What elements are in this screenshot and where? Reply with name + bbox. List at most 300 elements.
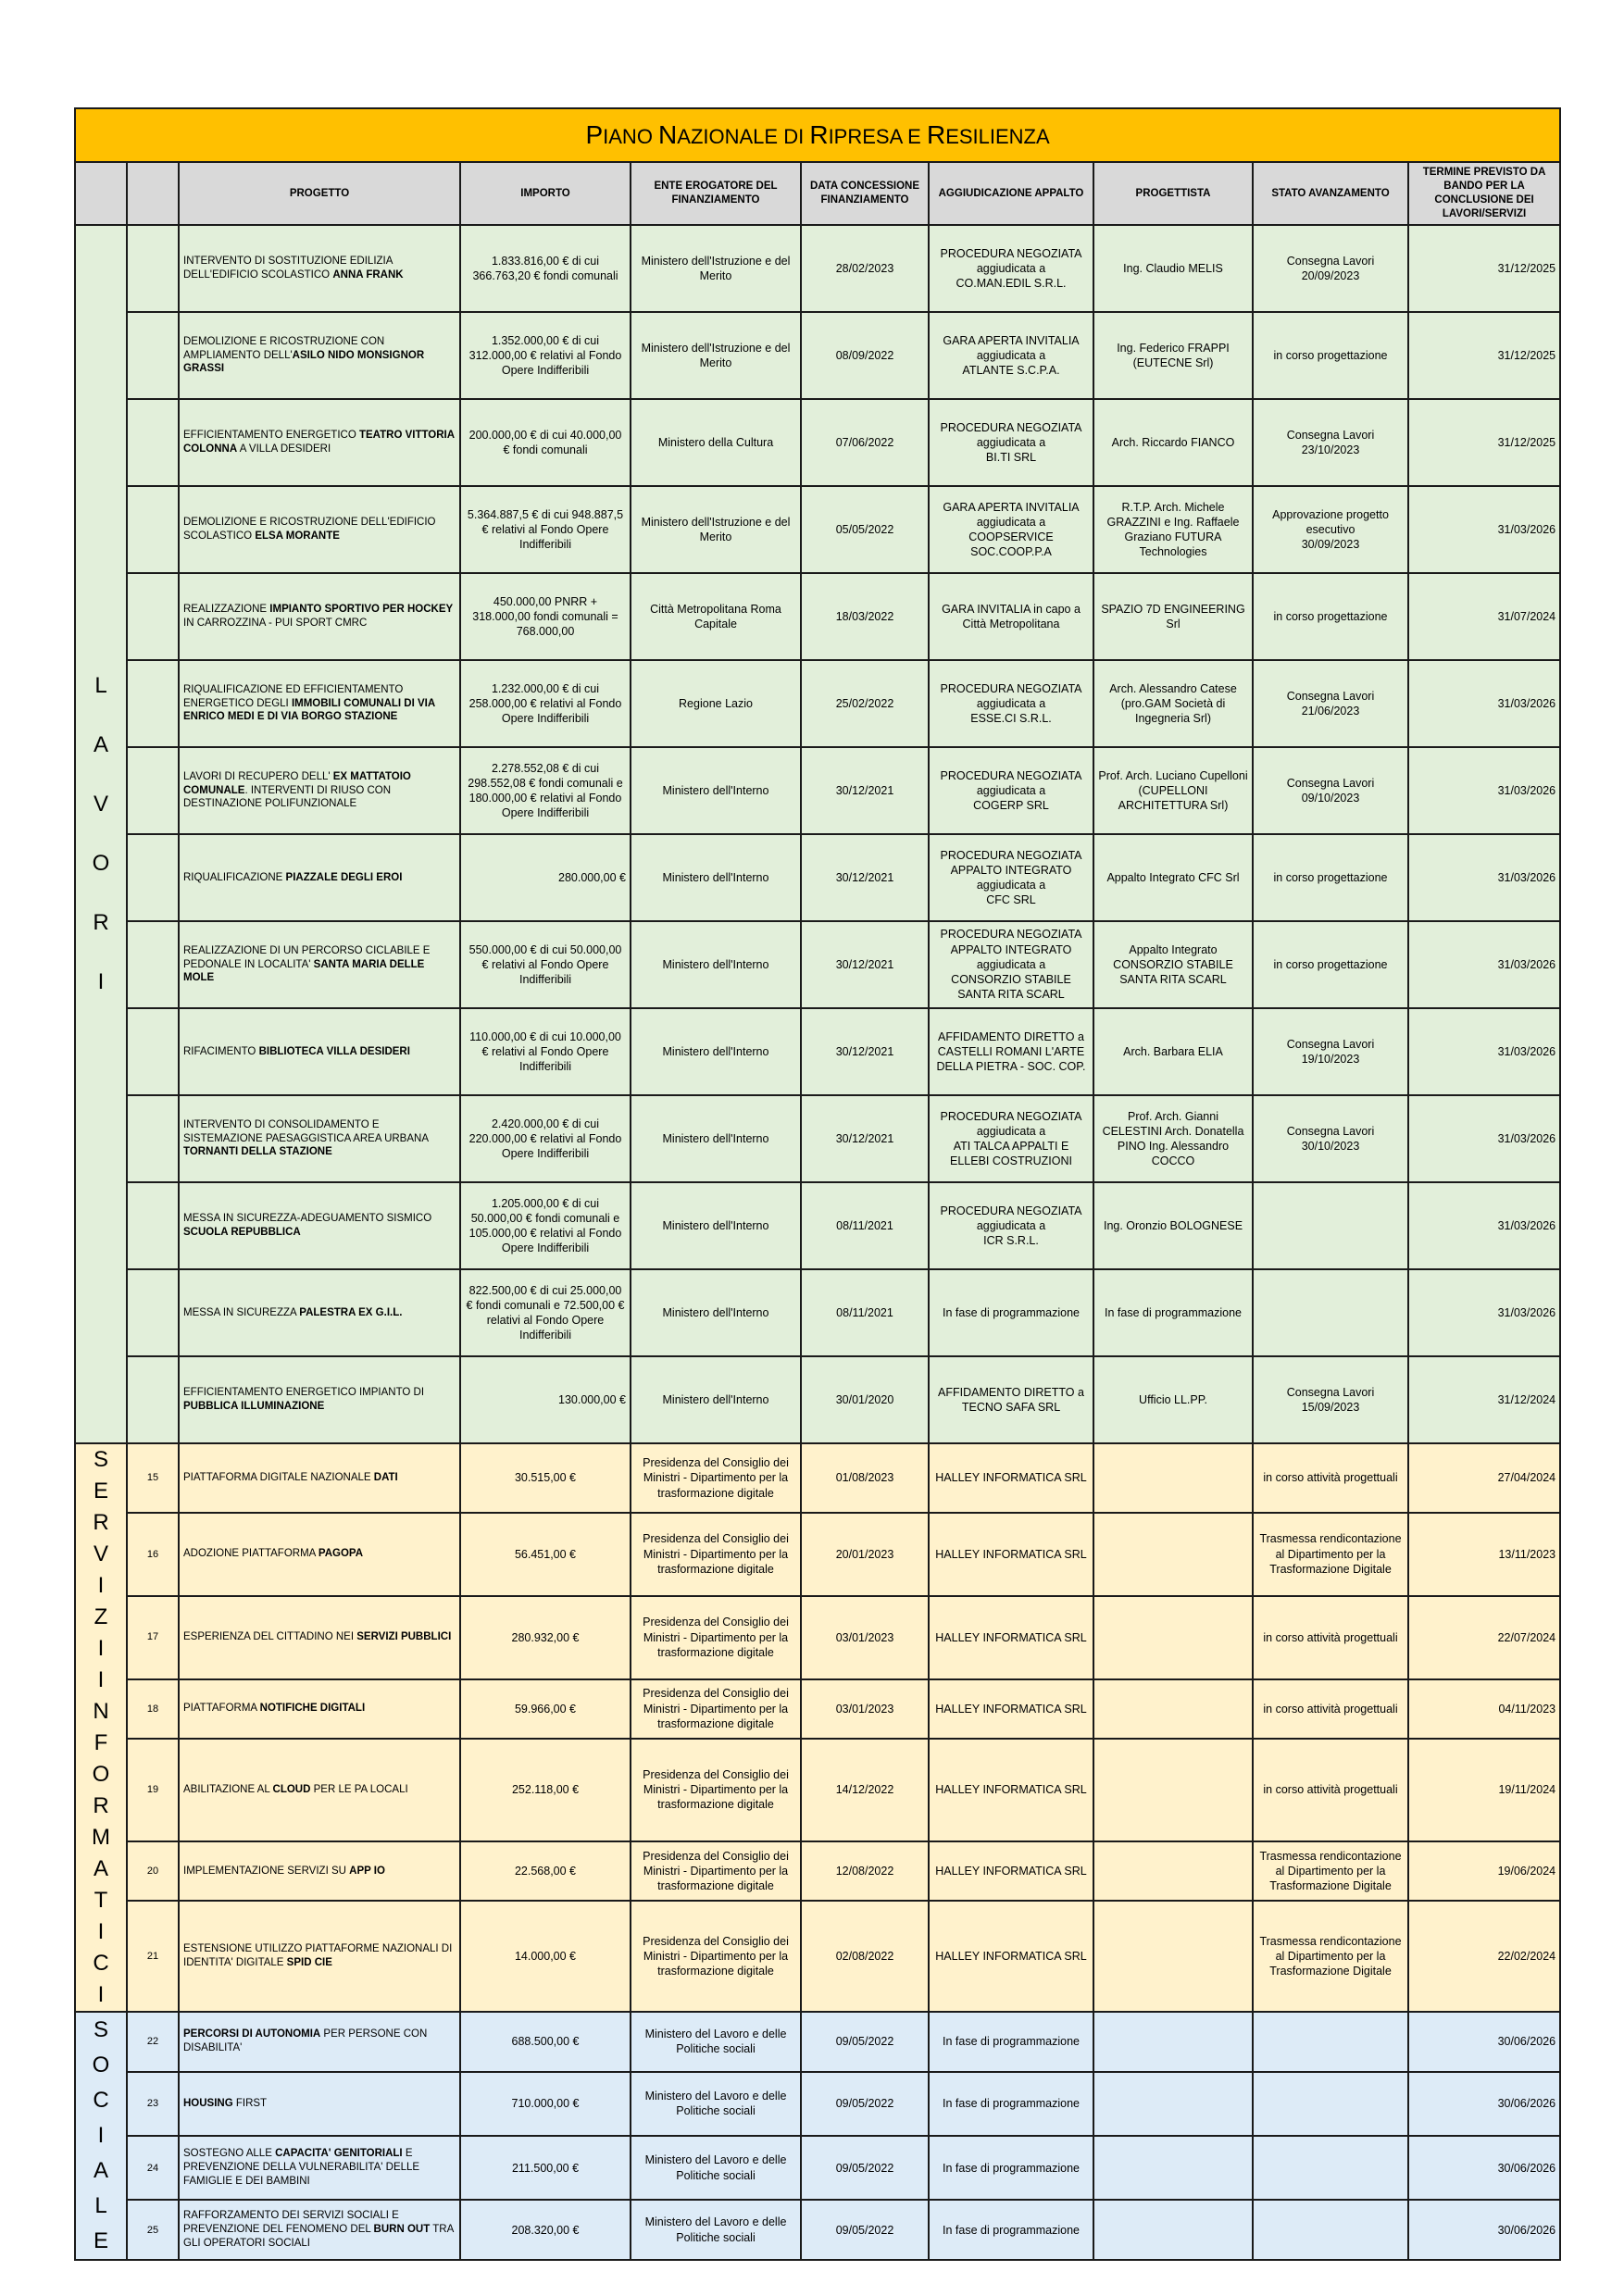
row-number <box>127 660 179 747</box>
row-importo: 252.118,00 € <box>460 1739 631 1841</box>
table-row <box>75 660 1560 747</box>
row-data: 05/05/2022 <box>801 486 929 573</box>
row-data: 08/11/2021 <box>801 1269 929 1356</box>
row-importo: 1.352.000,00 € di cui 312.000,00 € relativi al Fondo Opere Indifferibili <box>460 312 631 399</box>
row-ente: Ministero dell'Interno <box>631 1269 801 1356</box>
row-progettista: Ufficio LL.PP. <box>1093 1356 1253 1443</box>
row-aggiudicazione: PROCEDURA NEGOZIATA aggiudicata a ATI TALCA APPALTI E ELLEBI COSTRUZIONI <box>929 1095 1093 1182</box>
row-importo: 130.000,00 € <box>460 1356 631 1443</box>
row-progettista: Appalto Integrato CFC Srl <box>1093 834 1253 921</box>
progetto-text: PIATTAFORMA <box>183 1703 260 1715</box>
row-number <box>127 921 179 1008</box>
row-progettista: In fase di programmazione <box>1093 1269 1253 1356</box>
row-stato: Consegna Lavori 19/10/2023 <box>1253 1008 1408 1095</box>
row-progettista: R.T.P. Arch. Michele GRAZZINI e Ing. Raffaele Graziano FUTURA Technologies <box>1093 486 1253 573</box>
row-aggiudicazione: PROCEDURA NEGOZIATA APPALTO INTEGRATO aggiudicata a CFC SRL <box>929 834 1093 921</box>
progetto-text-tail: IN CARROZZINA - PUI SPORT CMRC <box>183 618 368 629</box>
row-progetto <box>179 1008 460 1095</box>
progetto-highlight: PALESTRA EX G.I.L. <box>299 1306 403 1318</box>
progetto-text: RIQUALIFICAZIONE ED EFFICIENTAMENTO ENERGETICO DEGLI <box>183 683 404 709</box>
row-number: 20 <box>127 1841 179 1901</box>
row-aggiudicazione: In fase di programmazione <box>929 1269 1093 1356</box>
header-number <box>127 162 179 225</box>
table-row <box>75 2072 1560 2136</box>
row-stato: in corso attività progettuali <box>1253 1739 1408 1841</box>
row-aggiudicazione: PROCEDURA NEGOZIATA aggiudicata a ESSE.CI S.R.L. <box>929 660 1093 747</box>
page-title: PIANO NAZIONALE DI RIPRESA E RESILIENZA <box>75 108 1560 162</box>
row-number: 22 <box>127 2012 179 2072</box>
progetto-highlight: TORNANTI DELLA STAZIONE <box>183 1146 332 1158</box>
table-row <box>75 1095 1560 1182</box>
row-termine: 31/07/2024 <box>1408 573 1560 660</box>
progetto-text: RIQUALIFICAZIONE <box>183 871 286 883</box>
table-row <box>75 2200 1560 2260</box>
row-termine: 31/03/2026 <box>1408 1095 1560 1182</box>
row-termine: 19/06/2024 <box>1408 1841 1560 1901</box>
row-ente: Città Metropolitana Roma Capitale <box>631 573 801 660</box>
row-termine: 22/02/2024 <box>1408 1901 1560 2012</box>
table-row <box>75 834 1560 921</box>
row-aggiudicazione: HALLEY INFORMATICA SRL <box>929 1841 1093 1901</box>
progetto-text: IMPLEMENTAZIONE SERVIZI SU <box>183 1865 350 1877</box>
row-number <box>127 1095 179 1182</box>
row-importo: 59.966,00 € <box>460 1679 631 1739</box>
row-aggiudicazione: HALLEY INFORMATICA SRL <box>929 1596 1093 1679</box>
progetto-text: PIATTAFORMA DIGITALE NAZIONALE <box>183 1471 374 1483</box>
row-termine: 31/12/2025 <box>1408 312 1560 399</box>
row-stato: in corso attività progettuali <box>1253 1443 1408 1513</box>
row-stato <box>1253 2072 1408 2136</box>
row-number: 25 <box>127 2200 179 2260</box>
row-progetto <box>179 573 460 660</box>
header-data: DATA CONCESSIONE FINANZIAMENTO <box>801 162 929 225</box>
row-aggiudicazione: GARA APERTA INVITALIA aggiudicata a COOPSERVICE SOC.COOP.P.A <box>929 486 1093 573</box>
row-ente: Presidenza del Consiglio dei Ministri - Dipartimento per la trasformazione digitale <box>631 1739 801 1841</box>
row-ente: Ministero dell'Interno <box>631 834 801 921</box>
row-importo: 710.000,00 € <box>460 2072 631 2136</box>
section-sociale-text: S O C I A L E <box>92 2017 110 2253</box>
progetto-highlight: IMPIANTO SPORTIVO PER HOCKEY <box>269 604 454 616</box>
row-progetto <box>179 1841 460 1901</box>
table-row <box>75 1739 1560 1841</box>
progetto-text: DEMOLIZIONE E RICOSTRUZIONE CON AMPLIAMENTO DELL' <box>183 335 385 361</box>
row-termine: 13/11/2023 <box>1408 1513 1560 1596</box>
progetto-highlight: ELSA MORANTE <box>255 530 340 542</box>
table-row <box>75 2012 1560 2072</box>
progetto-highlight: SERVIZI PUBBLICI <box>356 1631 452 1643</box>
row-ente: Ministero dell'Istruzione e del Merito <box>631 312 801 399</box>
row-stato: Consegna Lavori 15/09/2023 <box>1253 1356 1408 1443</box>
row-data: 09/05/2022 <box>801 2136 929 2200</box>
row-progettista <box>1093 1443 1253 1513</box>
row-stato <box>1253 1269 1408 1356</box>
row-number <box>127 573 179 660</box>
row-stato: in corso progettazione <box>1253 573 1408 660</box>
row-progettista: Arch. Alessandro Catese (pro.GAM Società di Ingegneria Srl) <box>1093 660 1253 747</box>
progetto-text: ESTENSIONE UTILIZZO PIATTAFORME NAZIONALI DI IDENTITA' DIGITALE <box>183 1943 453 1969</box>
table-row <box>75 1182 1560 1269</box>
row-aggiudicazione: HALLEY INFORMATICA SRL <box>929 1513 1093 1596</box>
table-row <box>75 1269 1560 1356</box>
progetto-highlight: ANNA FRANK <box>332 269 404 281</box>
row-ente: Ministero dell'Interno <box>631 921 801 1008</box>
row-progetto <box>179 312 460 399</box>
row-progettista <box>1093 1513 1253 1596</box>
row-stato: Approvazione progetto esecutivo 30/09/2023 <box>1253 486 1408 573</box>
progetto-text-tail: A VILLA DESIDERI <box>237 443 331 455</box>
row-data: 03/01/2023 <box>801 1679 929 1739</box>
row-importo: 280.000,00 € <box>460 834 631 921</box>
row-data: 28/02/2023 <box>801 225 929 312</box>
row-ente: Ministero del Lavoro e delle Politiche sociali <box>631 2012 801 2072</box>
row-number: 21 <box>127 1901 179 2012</box>
row-importo: 1.232.000,00 € di cui 258.000,00 € relativi al Fondo Opere Indifferibili <box>460 660 631 747</box>
progetto-highlight: PIAZZALE DEGLI EROI <box>285 871 403 883</box>
row-aggiudicazione: In fase di programmazione <box>929 2012 1093 2072</box>
row-progetto <box>179 1095 460 1182</box>
progetto-highlight: NOTIFICHE DIGITALI <box>259 1703 366 1715</box>
table-row <box>75 1841 1560 1901</box>
header-importo: IMPORTO <box>460 162 631 225</box>
row-termine: 31/12/2024 <box>1408 1356 1560 1443</box>
row-importo: 211.500,00 € <box>460 2136 631 2200</box>
row-stato: Trasmessa rendicontazione al Dipartimento per la Trasformazione Digitale <box>1253 1513 1408 1596</box>
row-stato <box>1253 2200 1408 2260</box>
row-ente: Ministero dell'Interno <box>631 1095 801 1182</box>
row-importo: 1.205.000,00 € di cui 50.000,00 € fondi comunali e 105.000,00 € relativi al Fondo Opere Indifferibili <box>460 1182 631 1269</box>
row-aggiudicazione: PROCEDURA NEGOZIATA aggiudicata a BI.TI SRL <box>929 399 1093 486</box>
table-row <box>75 573 1560 660</box>
progetto-highlight: PERCORSI DI AUTONOMIA <box>183 2028 321 2040</box>
row-progettista: Ing. Oronzio BOLOGNESE <box>1093 1182 1253 1269</box>
progetto-text-tail: TRA GLI OPERATORI SOCIALI <box>183 2224 454 2250</box>
row-progettista <box>1093 1596 1253 1679</box>
progetto-highlight: SANTA MARIA DELLE MOLE <box>183 958 425 984</box>
row-data: 14/12/2022 <box>801 1739 929 1841</box>
table-row <box>75 225 1560 312</box>
row-stato: in corso attività progettuali <box>1253 1679 1408 1739</box>
header-ente: ENTE EROGATORE DEL FINANZIAMENTO <box>631 162 801 225</box>
row-aggiudicazione: AFFIDAMENTO DIRETTO a CASTELLI ROMANI L'ARTE DELLA PIETRA - SOC. COP. <box>929 1008 1093 1095</box>
row-number: 19 <box>127 1739 179 1841</box>
row-data: 30/12/2021 <box>801 834 929 921</box>
progetto-highlight: HOUSING <box>183 2097 233 2109</box>
table-row <box>75 921 1560 1008</box>
row-stato: Trasmessa rendicontazione al Dipartimento per la Trasformazione Digitale <box>1253 1901 1408 2012</box>
row-ente: Ministero della Cultura <box>631 399 801 486</box>
row-stato: Consegna Lavori 23/10/2023 <box>1253 399 1408 486</box>
header-progettista: PROGETTISTA <box>1093 162 1253 225</box>
row-importo: 280.932,00 € <box>460 1596 631 1679</box>
progetto-text: REALIZZAZIONE <box>183 604 270 616</box>
row-data: 08/09/2022 <box>801 312 929 399</box>
row-termine: 31/03/2026 <box>1408 1269 1560 1356</box>
row-data: 09/05/2022 <box>801 2072 929 2136</box>
row-progetto <box>179 1443 460 1513</box>
progetto-text: LAVORI DI RECUPERO DELL' <box>183 770 333 782</box>
row-aggiudicazione: AFFIDAMENTO DIRETTO a TECNO SAFA SRL <box>929 1356 1093 1443</box>
progetto-highlight: APP IO <box>349 1865 385 1877</box>
row-progetto <box>179 2200 460 2260</box>
row-termine: 30/06/2026 <box>1408 2012 1560 2072</box>
row-importo: 56.451,00 € <box>460 1513 631 1596</box>
row-ente: Ministero dell'Istruzione e del Merito <box>631 225 801 312</box>
row-termine: 30/06/2026 <box>1408 2200 1560 2260</box>
row-number: 24 <box>127 2136 179 2200</box>
progetto-text-tail: E PREVENZIONE DELLA VULNERABILITA' DELLE FAMIGLIE E DEI BAMBINI <box>183 2148 420 2188</box>
row-importo: 14.000,00 € <box>460 1901 631 2012</box>
row-progettista: Ing. Federico FRAPPI (EUTECNE Srl) <box>1093 312 1253 399</box>
progetto-highlight: BURN OUT <box>373 2224 431 2236</box>
row-progetto <box>179 1596 460 1679</box>
row-progettista: Prof. Arch. Luciano Cupelloni (CUPELLONI ARCHITETTURA Srl) <box>1093 747 1253 834</box>
row-data: 03/01/2023 <box>801 1596 929 1679</box>
section-lavori-text: L A V O R I <box>92 673 110 994</box>
row-progettista: Appalto Integrato CONSORZIO STABILE SANTA RITA SCARL <box>1093 921 1253 1008</box>
row-importo: 110.000,00 € di cui 10.000,00 € relativi al Fondo Opere Indifferibili <box>460 1008 631 1095</box>
progetto-highlight: CLOUD <box>272 1783 311 1795</box>
progetto-highlight: EX MATTATOIO COMUNALE <box>183 770 411 796</box>
row-number: 15 <box>127 1443 179 1513</box>
row-ente: Presidenza del Consiglio dei Ministri - Dipartimento per la trasformazione digitale <box>631 1679 801 1739</box>
row-progettista <box>1093 1739 1253 1841</box>
row-stato: Consegna Lavori 21/06/2023 <box>1253 660 1408 747</box>
row-stato: Consegna Lavori 09/10/2023 <box>1253 747 1408 834</box>
row-aggiudicazione: GARA INVITALIA in capo a Città Metropolitana <box>929 573 1093 660</box>
row-progetto <box>179 747 460 834</box>
row-importo: 30.515,00 € <box>460 1443 631 1513</box>
row-progetto <box>179 1182 460 1269</box>
row-stato: in corso progettazione <box>1253 921 1408 1008</box>
row-termine: 19/11/2024 <box>1408 1739 1560 1841</box>
row-stato: in corso progettazione <box>1253 312 1408 399</box>
row-progetto <box>179 834 460 921</box>
row-progettista <box>1093 1679 1253 1739</box>
row-progetto <box>179 660 460 747</box>
row-ente: Ministero dell'Interno <box>631 1008 801 1095</box>
table-row <box>75 399 1560 486</box>
row-progetto <box>179 2012 460 2072</box>
row-number <box>127 225 179 312</box>
row-progetto <box>179 921 460 1008</box>
progetto-text: REALIZZAZIONE DI UN PERCORSO CICLABILE E PEDONALE IN LOCALITA' <box>183 944 431 970</box>
row-termine: 31/03/2026 <box>1408 834 1560 921</box>
row-ente: Ministero dell'Interno <box>631 1356 801 1443</box>
section-lavori-label <box>75 225 127 1443</box>
pnrr-table <box>74 107 1561 2261</box>
row-termine: 22/07/2024 <box>1408 1596 1560 1679</box>
row-data: 07/06/2022 <box>801 399 929 486</box>
header-row <box>75 162 1560 225</box>
row-data: 30/12/2021 <box>801 921 929 1008</box>
table-row <box>75 312 1560 399</box>
header-stato: STATO AVANZAMENTO <box>1253 162 1408 225</box>
row-termine: 27/04/2024 <box>1408 1443 1560 1513</box>
row-ente: Presidenza del Consiglio dei Ministri - Dipartimento per la trasformazione digitale <box>631 1901 801 2012</box>
progetto-text: DEMOLIZIONE E RICOSTRUZIONE DELL'EDIFICIO SCOLASTICO <box>183 517 436 542</box>
row-stato: Consegna Lavori 30/10/2023 <box>1253 1095 1408 1182</box>
row-stato: Trasmessa rendicontazione al Dipartimento per la Trasformazione Digitale <box>1253 1841 1408 1901</box>
row-data: 30/12/2021 <box>801 747 929 834</box>
progetto-highlight: DATI <box>373 1471 398 1483</box>
row-progettista <box>1093 1901 1253 2012</box>
row-number <box>127 312 179 399</box>
row-progetto <box>179 1739 460 1841</box>
row-termine: 31/12/2025 <box>1408 225 1560 312</box>
progetto-text: MESSA IN SICUREZZA <box>183 1306 300 1318</box>
row-progettista: Arch. Riccardo FIANCO <box>1093 399 1253 486</box>
progetto-text-tail: FIRST <box>232 2097 268 2109</box>
row-stato: in corso progettazione <box>1253 834 1408 921</box>
row-aggiudicazione: In fase di programmazione <box>929 2072 1093 2136</box>
row-number: 23 <box>127 2072 179 2136</box>
row-progetto <box>179 1269 460 1356</box>
row-importo: 5.364.887,5 € di cui 948.887,5 € relativi al Fondo Opere Indifferibili <box>460 486 631 573</box>
row-stato: in corso attività progettuali <box>1253 1596 1408 1679</box>
row-ente: Ministero del Lavoro e delle Politiche sociali <box>631 2136 801 2200</box>
row-data: 18/03/2022 <box>801 573 929 660</box>
progetto-highlight: SCUOLA REPUBBLICA <box>183 1227 301 1238</box>
row-progetto <box>179 399 460 486</box>
table-row <box>75 2136 1560 2200</box>
progetto-text: ADOZIONE PIATTAFORMA <box>183 1548 319 1560</box>
progetto-highlight: BIBLIOTECA VILLA DESIDERI <box>258 1045 410 1057</box>
row-termine: 31/03/2026 <box>1408 660 1560 747</box>
row-data: 09/05/2022 <box>801 2012 929 2072</box>
table-row <box>75 1513 1560 1596</box>
row-termine: 04/11/2023 <box>1408 1679 1560 1739</box>
row-aggiudicazione: In fase di programmazione <box>929 2200 1093 2260</box>
row-ente: Ministero del Lavoro e delle Politiche sociali <box>631 2200 801 2260</box>
row-termine: 31/03/2026 <box>1408 1008 1560 1095</box>
row-importo: 208.320,00 € <box>460 2200 631 2260</box>
progetto-text: RIFACIMENTO <box>183 1045 259 1057</box>
progetto-text-tail: PER PERSONE CON DISABILITA' <box>183 2028 428 2054</box>
row-aggiudicazione: In fase di programmazione <box>929 2136 1093 2200</box>
row-progetto <box>179 1513 460 1596</box>
row-progettista <box>1093 1841 1253 1901</box>
row-number: 18 <box>127 1679 179 1739</box>
row-ente: Ministero dell'Interno <box>631 747 801 834</box>
row-ente: Presidenza del Consiglio dei Ministri - Dipartimento per la trasformazione digitale <box>631 1841 801 1901</box>
row-aggiudicazione: HALLEY INFORMATICA SRL <box>929 1443 1093 1513</box>
row-termine: 31/03/2026 <box>1408 747 1560 834</box>
row-stato <box>1253 2012 1408 2072</box>
progetto-highlight: PUBBLICA ILLUMINAZIONE <box>183 1401 325 1412</box>
row-aggiudicazione: HALLEY INFORMATICA SRL <box>929 1739 1093 1841</box>
row-termine: 31/03/2026 <box>1408 921 1560 1008</box>
row-data: 20/01/2023 <box>801 1513 929 1596</box>
table-row <box>75 1008 1560 1095</box>
row-progetto <box>179 225 460 312</box>
row-ente: Ministero dell'Istruzione e del Merito <box>631 486 801 573</box>
section-sociale-label <box>75 2012 127 2260</box>
table-row <box>75 747 1560 834</box>
row-importo: 200.000,00 € di cui 40.000,00 € fondi comunali <box>460 399 631 486</box>
row-importo: 22.568,00 € <box>460 1841 631 1901</box>
row-stato: Consegna Lavori 20/09/2023 <box>1253 225 1408 312</box>
row-number <box>127 834 179 921</box>
row-aggiudicazione: HALLEY INFORMATICA SRL <box>929 1901 1093 2012</box>
progetto-highlight: TEATRO VITTORIA COLONNA <box>183 430 455 455</box>
row-progettista <box>1093 2200 1253 2260</box>
row-number: 16 <box>127 1513 179 1596</box>
progetto-text: RAFFORZAMENTO DEI SERVIZI SOCIALI E PREVENZIONE DEL FENOMENO DEL <box>183 2210 399 2236</box>
row-importo: 1.833.816,00 € di cui 366.763,20 € fondi comunali <box>460 225 631 312</box>
row-number <box>127 747 179 834</box>
row-data: 25/02/2022 <box>801 660 929 747</box>
progetto-text: ESPERIENZA DEL CITTADINO NEI <box>183 1631 357 1643</box>
header-progetto: PROGETTO <box>179 162 460 225</box>
row-number <box>127 1356 179 1443</box>
row-aggiudicazione: PROCEDURA NEGOZIATA aggiudicata a ICR S.R.L. <box>929 1182 1093 1269</box>
row-progettista <box>1093 2012 1253 2072</box>
progetto-highlight: IMMOBILI COMUNALI DI VIA ENRICO MEDI E DI VIA BORGO STAZIONE <box>183 697 435 723</box>
header-termine: TERMINE PREVISTO DA BANDO PER LA CONCLUSIONE DEI LAVORI/SERVIZI <box>1408 162 1560 225</box>
progetto-text: ABILITAZIONE AL <box>183 1783 273 1795</box>
progetto-highlight: PAGOPA <box>318 1548 364 1560</box>
row-number <box>127 399 179 486</box>
row-termine: 31/12/2025 <box>1408 399 1560 486</box>
row-data: 09/05/2022 <box>801 2200 929 2260</box>
row-number <box>127 486 179 573</box>
row-number <box>127 1269 179 1356</box>
row-stato <box>1253 2136 1408 2200</box>
table-row <box>75 1679 1560 1739</box>
row-termine: 31/03/2026 <box>1408 1182 1560 1269</box>
table-row <box>75 1901 1560 2012</box>
row-number <box>127 1008 179 1095</box>
row-progetto <box>179 2072 460 2136</box>
row-aggiudicazione: HALLEY INFORMATICA SRL <box>929 1679 1093 1739</box>
row-termine: 31/03/2026 <box>1408 486 1560 573</box>
section-servizi-informatici-text: S E R V I Z I I N F O R M A T I C I <box>92 1447 110 2007</box>
row-ente: Ministero dell'Interno <box>631 1182 801 1269</box>
row-data: 02/08/2022 <box>801 1901 929 2012</box>
table-row <box>75 1443 1560 1513</box>
row-aggiudicazione: PROCEDURA NEGOZIATA aggiudicata a COGERP SRL <box>929 747 1093 834</box>
row-ente: Ministero del Lavoro e delle Politiche sociali <box>631 2072 801 2136</box>
row-importo: 2.278.552,08 € di cui 298.552,08 € fondi comunali e 180.000,00 € relativi al Fondo Opere Indifferibili <box>460 747 631 834</box>
row-stato <box>1253 1182 1408 1269</box>
row-progetto <box>179 1679 460 1739</box>
table-row <box>75 486 1560 573</box>
row-progettista: SPAZIO 7D ENGINEERING Srl <box>1093 573 1253 660</box>
progetto-text: MESSA IN SICUREZZA-ADEGUAMENTO SISMICO <box>183 1213 432 1225</box>
row-importo: 2.420.000,00 € di cui 220.000,00 € relativi al Fondo Opere Indifferibili <box>460 1095 631 1182</box>
header-aggiudicazione: AGGIUDICAZIONE APPALTO <box>929 162 1093 225</box>
section-servizi-informatici-label <box>75 1443 127 2012</box>
progetto-text: INTERVENTO DI SOSTITUZIONE EDILIZIA DELL'EDIFICIO SCOLASTICO <box>183 256 393 281</box>
progetto-text-tail: PER LE PA LOCALI <box>310 1783 408 1795</box>
progetto-text: EFFICIENTAMENTO ENERGETICO IMPIANTO DI <box>183 1387 425 1399</box>
row-aggiudicazione: GARA APERTA INVITALIA aggiudicata a ATLANTE S.C.P.A. <box>929 312 1093 399</box>
row-data: 30/12/2021 <box>801 1008 929 1095</box>
row-ente: Presidenza del Consiglio dei Ministri - Dipartimento per la trasformazione digitale <box>631 1596 801 1679</box>
row-data: 08/11/2021 <box>801 1182 929 1269</box>
row-progetto <box>179 486 460 573</box>
row-ente: Presidenza del Consiglio dei Ministri - Dipartimento per la trasformazione digitale <box>631 1443 801 1513</box>
row-data: 12/08/2022 <box>801 1841 929 1901</box>
header-section <box>75 162 127 225</box>
row-ente: Presidenza del Consiglio dei Ministri - Dipartimento per la trasformazione digitale <box>631 1513 801 1596</box>
row-progettista: Prof. Arch. Gianni CELESTINI Arch. Donatella PINO Ing. Alessandro COCCO <box>1093 1095 1253 1182</box>
row-data: 30/01/2020 <box>801 1356 929 1443</box>
row-importo: 822.500,00 € di cui 25.000,00 € fondi comunali e 72.500,00 € relativi al Fondo Opere Indifferibili <box>460 1269 631 1356</box>
table-row <box>75 1356 1560 1443</box>
row-progetto <box>179 2136 460 2200</box>
progetto-highlight: SPID CIE <box>286 1957 332 1969</box>
